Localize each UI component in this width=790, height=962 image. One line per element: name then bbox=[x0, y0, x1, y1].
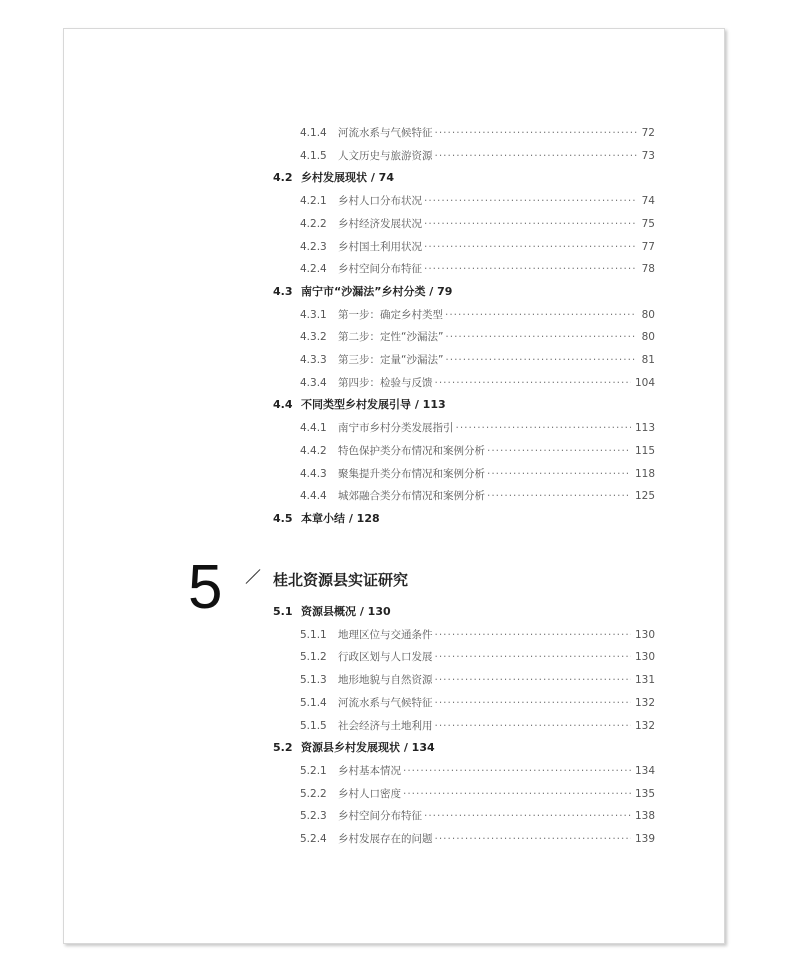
page-number: 130 bbox=[634, 651, 655, 664]
dot-leader bbox=[456, 417, 631, 439]
toc-entry[interactable] bbox=[300, 145, 655, 167]
entry-title: 聚集提升类分布情况和案例分析 bbox=[338, 467, 485, 480]
toc-entry[interactable] bbox=[300, 440, 655, 462]
section-title: 资源县概况 / 130 bbox=[301, 605, 391, 618]
toc-entry[interactable] bbox=[300, 624, 655, 646]
toc-entry[interactable] bbox=[300, 213, 655, 235]
page-number: 81 bbox=[641, 354, 655, 366]
section-title: 乡村发展现状 / 74 bbox=[301, 171, 394, 185]
toc-entry[interactable] bbox=[300, 783, 655, 805]
entry-title: 河流水系与气候特征 bbox=[338, 127, 433, 139]
page-number: 80 bbox=[641, 308, 655, 321]
entry-title: 乡村空间分布特征 bbox=[338, 263, 422, 276]
entry-number: 4.2.1 bbox=[300, 195, 327, 208]
dot-leader bbox=[424, 213, 637, 235]
page-number: 134 bbox=[634, 764, 655, 777]
entry-number: 4.1.4 bbox=[300, 127, 327, 139]
dot-leader bbox=[445, 326, 637, 348]
page-number: 75 bbox=[641, 217, 655, 230]
section-title: 不同类型乡村发展引导 / 113 bbox=[301, 398, 446, 412]
entry-number: 5.1.3 bbox=[300, 674, 327, 687]
entry-title: 乡村经济发展状况 bbox=[338, 217, 422, 230]
dot-leader bbox=[424, 258, 637, 280]
section-number: 5.1 bbox=[273, 605, 293, 618]
section-number: 4.2 bbox=[273, 171, 293, 185]
toc-section[interactable] bbox=[273, 281, 452, 303]
entry-number: 4.3.2 bbox=[300, 331, 327, 344]
entry-number: 4.2.4 bbox=[300, 263, 327, 276]
entry-title: 乡村基本情况 bbox=[338, 764, 401, 777]
section-title: 本章小结 / 128 bbox=[301, 511, 380, 525]
dot-leader bbox=[435, 145, 638, 167]
page-number: 132 bbox=[634, 696, 655, 709]
entry-title: 乡村人口密度 bbox=[338, 787, 401, 800]
entry-number: 5.2.3 bbox=[300, 810, 327, 823]
dot-leader bbox=[424, 190, 637, 212]
entry-number: 4.1.5 bbox=[300, 149, 327, 162]
entry-number: 4.3.3 bbox=[300, 354, 327, 366]
toc-entry[interactable] bbox=[300, 236, 655, 258]
dot-leader bbox=[435, 624, 631, 646]
toc-entry[interactable] bbox=[300, 485, 655, 507]
dot-leader bbox=[445, 349, 637, 371]
section-title: 南宁市“沙漏法”乡村分类 / 79 bbox=[301, 284, 453, 298]
toc-entry[interactable] bbox=[300, 828, 655, 850]
entry-number: 4.2.2 bbox=[300, 217, 327, 230]
toc-entry[interactable] bbox=[300, 122, 655, 144]
toc-section[interactable] bbox=[273, 601, 391, 623]
entry-title: 城郊融合类分布情况和案例分析 bbox=[338, 490, 485, 503]
entry-title: 行政区划与人口发展 bbox=[338, 651, 433, 664]
entry-title: 社会经济与土地利用 bbox=[338, 719, 433, 732]
entry-title: 乡村发展存在的问题 bbox=[338, 833, 433, 845]
section-number: 4.4 bbox=[273, 398, 293, 412]
toc-entry[interactable] bbox=[300, 646, 655, 668]
entry-title: 乡村国土利用状况 bbox=[338, 240, 422, 253]
dot-leader bbox=[435, 828, 631, 850]
toc-entry[interactable] bbox=[300, 349, 655, 371]
dot-leader bbox=[424, 805, 631, 827]
dot-leader bbox=[487, 463, 631, 485]
dot-leader bbox=[435, 122, 638, 144]
entry-title: 人文历史与旅游资源 bbox=[338, 149, 433, 162]
dot-leader bbox=[487, 485, 631, 507]
dot-leader bbox=[435, 646, 631, 668]
page-number: 130 bbox=[634, 628, 655, 641]
page-number: 132 bbox=[634, 719, 655, 732]
page-number: 135 bbox=[634, 787, 655, 800]
toc-section[interactable] bbox=[273, 167, 394, 189]
toc-entry[interactable] bbox=[300, 669, 655, 691]
entry-number: 4.4.2 bbox=[300, 444, 327, 457]
toc-section[interactable] bbox=[273, 394, 446, 416]
entry-title: 第三步：定量“沙漏法” bbox=[338, 354, 444, 366]
section-number: 5.2 bbox=[273, 741, 293, 755]
entry-title: 南宁市乡村分类发展指引 bbox=[338, 422, 454, 435]
page-number: 113 bbox=[634, 422, 655, 435]
toc-entry[interactable] bbox=[300, 258, 655, 280]
entry-title: 特色保护类分布情况和案例分析 bbox=[338, 444, 485, 457]
entry-number: 4.4.1 bbox=[300, 422, 327, 435]
entry-number: 4.3.1 bbox=[300, 308, 327, 321]
page-number: 72 bbox=[641, 127, 655, 139]
entry-number: 4.3.4 bbox=[300, 376, 327, 389]
entry-number: 4.4.3 bbox=[300, 467, 327, 480]
entry-title: 第四步：检验与反馈 bbox=[338, 376, 433, 389]
toc-entry[interactable] bbox=[300, 304, 655, 326]
dot-leader bbox=[435, 715, 631, 737]
entry-title: 地理区位与交通条件 bbox=[338, 628, 433, 641]
dot-leader bbox=[403, 760, 631, 782]
entry-title: 河流水系与气候特征 bbox=[338, 696, 433, 709]
entry-number: 5.2.2 bbox=[300, 787, 327, 800]
page-number: 138 bbox=[634, 810, 655, 823]
chapter-title: 桂北资源县实证研究 bbox=[273, 571, 409, 589]
toc-entry[interactable] bbox=[300, 463, 655, 485]
toc-entry[interactable] bbox=[300, 805, 655, 827]
entry-title: 第一步：确定乡村类型 bbox=[338, 308, 443, 321]
entry-title: 第二步：定性“沙漏法” bbox=[338, 331, 444, 344]
page-number: 139 bbox=[634, 833, 655, 845]
entry-number: 4.4.4 bbox=[300, 490, 327, 503]
page-number: 115 bbox=[634, 444, 655, 457]
dot-leader bbox=[435, 692, 631, 714]
chapter-number: 5 bbox=[188, 553, 223, 622]
page-number: 104 bbox=[634, 376, 655, 389]
page-number: 118 bbox=[634, 467, 655, 480]
entry-number: 5.1.5 bbox=[300, 719, 327, 732]
dot-leader bbox=[435, 669, 631, 691]
entry-number: 5.2.4 bbox=[300, 833, 327, 845]
toc-section[interactable] bbox=[273, 508, 380, 530]
dot-leader bbox=[435, 372, 631, 394]
entry-title: 乡村人口分布状况 bbox=[338, 195, 422, 208]
entry-number: 4.2.3 bbox=[300, 240, 327, 253]
page-number: 74 bbox=[641, 195, 655, 208]
page-number: 77 bbox=[641, 240, 655, 253]
dot-leader bbox=[487, 440, 631, 462]
toc-entry[interactable] bbox=[300, 326, 655, 348]
section-number: 4.5 bbox=[273, 511, 293, 525]
entry-number: 5.1.2 bbox=[300, 651, 327, 664]
entry-number: 5.1.1 bbox=[300, 628, 327, 641]
toc-entry[interactable] bbox=[300, 372, 655, 394]
page-number: 78 bbox=[641, 263, 655, 276]
page-number: 125 bbox=[634, 490, 655, 503]
toc-entry[interactable] bbox=[300, 417, 655, 439]
section-title: 资源县乡村发展现状 / 134 bbox=[301, 741, 435, 755]
dot-leader bbox=[403, 783, 631, 805]
entry-number: 5.1.4 bbox=[300, 696, 327, 709]
entry-title: 乡村空间分布特征 bbox=[338, 810, 422, 823]
dot-leader bbox=[424, 236, 637, 258]
section-number: 4.3 bbox=[273, 284, 293, 298]
page-number: 73 bbox=[641, 149, 655, 162]
entry-title: 地形地貌与自然资源 bbox=[338, 674, 433, 687]
toc-section[interactable] bbox=[273, 737, 435, 759]
page-number: 131 bbox=[634, 674, 655, 687]
toc-entry[interactable] bbox=[300, 692, 655, 714]
page-number: 80 bbox=[641, 331, 655, 344]
entry-number: 5.2.1 bbox=[300, 764, 327, 777]
dot-leader bbox=[445, 304, 637, 326]
toc-entry[interactable] bbox=[300, 190, 655, 212]
toc-entry[interactable] bbox=[300, 760, 655, 782]
toc-entry[interactable] bbox=[300, 715, 655, 737]
